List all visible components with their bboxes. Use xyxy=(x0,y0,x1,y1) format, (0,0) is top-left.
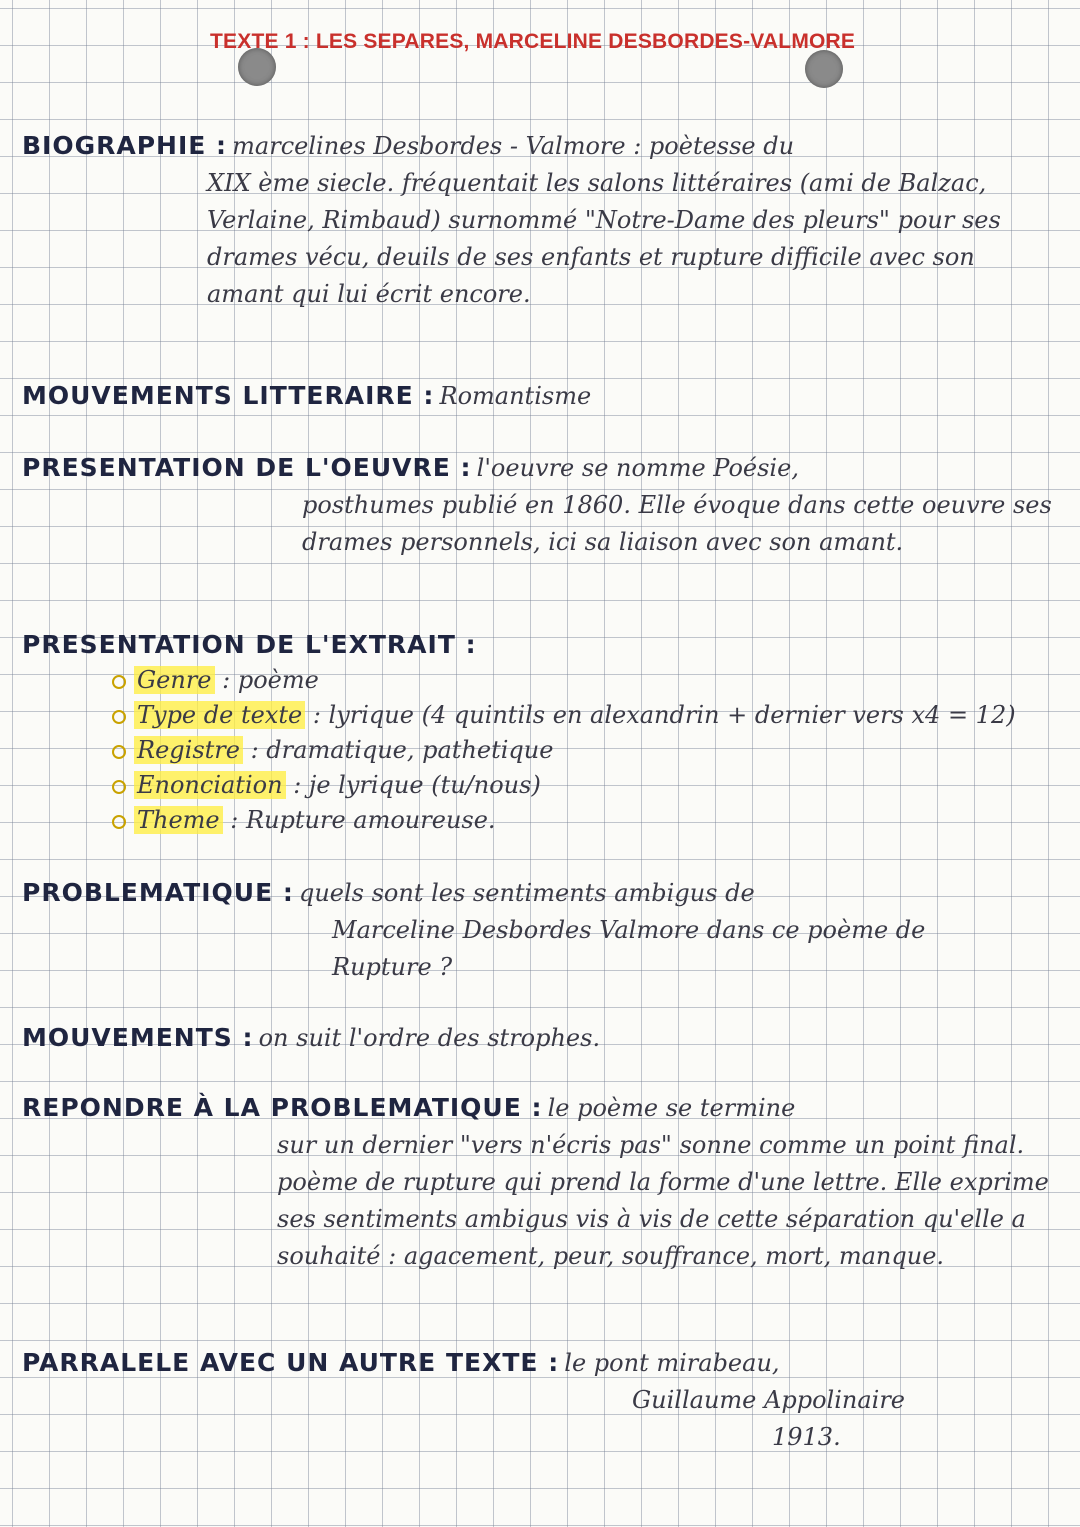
problematique-text: Marceline Desbordes Valmore dans ce poème de Rupture ? xyxy=(332,916,926,981)
presentation-oeuvre-text: posthumes publié en 1860. Elle évoque dans cette oeuvre ses drames personnels, ici sa liaison avec son amant. xyxy=(302,491,1052,556)
extrait-item xyxy=(112,733,1062,768)
presentation-oeuvre-label: PRESENTATION DE L'OEUVRE : xyxy=(22,453,472,482)
extrait-feature-list xyxy=(22,663,1062,838)
extrait-item-key: Registre xyxy=(134,736,243,764)
extrait-item-key: Type de texte xyxy=(134,701,305,729)
biographie-text: XIX ème siecle. fréquentait les salons littéraires (ami de Balzac, Verlaine, Rimbaud) surnommé "Notre-Dame des pleurs" pour ses drames vécu, deuils de ses enfants et rupture difficile avec son amant qui lui écrit encore. xyxy=(207,169,1001,308)
bullet-icon xyxy=(112,815,126,829)
presentation-oeuvre-line1: l'oeuvre se nomme Poésie, xyxy=(476,454,799,482)
biographie-section xyxy=(22,128,1062,313)
mouvements-section xyxy=(22,1020,1062,1057)
extrait-item-value: : je lyrique (tu/nous) xyxy=(293,771,541,799)
extrait-item xyxy=(112,698,1062,733)
problematique-section xyxy=(22,875,1062,986)
parallele-line1: le pont mirabeau, xyxy=(564,1349,780,1377)
extrait-item-key: Genre xyxy=(134,666,215,694)
extrait-item-value: : poème xyxy=(222,666,319,694)
presentation-oeuvre-section xyxy=(22,450,1062,561)
mouvements-litteraire-label: MOUVEMENTS LITTERAIRE : xyxy=(22,381,435,410)
mouvements-label: MOUVEMENTS : xyxy=(22,1023,254,1052)
bullet-icon xyxy=(112,745,126,759)
bullet-icon xyxy=(112,675,126,689)
repondre-label: REPONDRE À LA PROBLEMATIQUE : xyxy=(22,1093,543,1122)
extrait-item xyxy=(112,803,1062,838)
extrait-item-value: : dramatique, pathetique xyxy=(250,736,554,764)
extrait-item-value: : lyrique (4 quintils en alexandrin + dernier vers x4 = 12) xyxy=(312,701,1016,729)
extrait-item-key: Enonciation xyxy=(134,771,286,799)
repondre-line1: le poème se termine xyxy=(547,1094,796,1122)
extrait-item-key: Theme xyxy=(134,806,223,834)
parallele-section xyxy=(22,1345,1062,1456)
extrait-item-value: : Rupture amoureuse. xyxy=(230,806,496,834)
page-title: TEXTE 1 : LES SEPARES, MARCELINE DESBORDES-VALMORE xyxy=(210,30,856,53)
extrait-item xyxy=(112,768,1062,803)
biographie-label: BIOGRAPHIE : xyxy=(22,131,228,160)
binder-hole-2 xyxy=(805,50,843,88)
repondre-section xyxy=(22,1090,1062,1275)
parallele-line3: 1913. xyxy=(772,1423,841,1451)
mouvements-value: on suit l'ordre des strophes. xyxy=(258,1024,601,1052)
extrait-item xyxy=(112,663,1062,698)
parallele-label: PARRALELE AVEC UN AUTRE TEXTE : xyxy=(22,1348,560,1377)
parallele-line2: Guillaume Appolinaire xyxy=(632,1386,905,1414)
mouvements-litteraire-section xyxy=(22,378,1062,415)
biographie-text-line1: marcelines Desbordes - Valmore : poètesse du xyxy=(232,132,795,160)
mouvements-litteraire-value: Romantisme xyxy=(439,382,592,410)
bullet-icon xyxy=(112,710,126,724)
repondre-text: sur un dernier "vers n'écris pas" sonne comme un point final. poème de rupture qui prend la forme d'une lettre. Elle exprime ses sentiments ambigus vis à vis de cette séparation qu'elle a souhaité : agacement, peur, souffrance, mort, manque. xyxy=(277,1131,1049,1270)
bullet-icon xyxy=(112,780,126,794)
problematique-label: PROBLEMATIQUE : xyxy=(22,878,294,907)
presentation-extrait-section xyxy=(22,630,1062,838)
presentation-extrait-label: PRESENTATION DE L'EXTRAIT : xyxy=(22,630,477,659)
problematique-line1: quels sont les sentiments ambigus de xyxy=(298,879,755,907)
